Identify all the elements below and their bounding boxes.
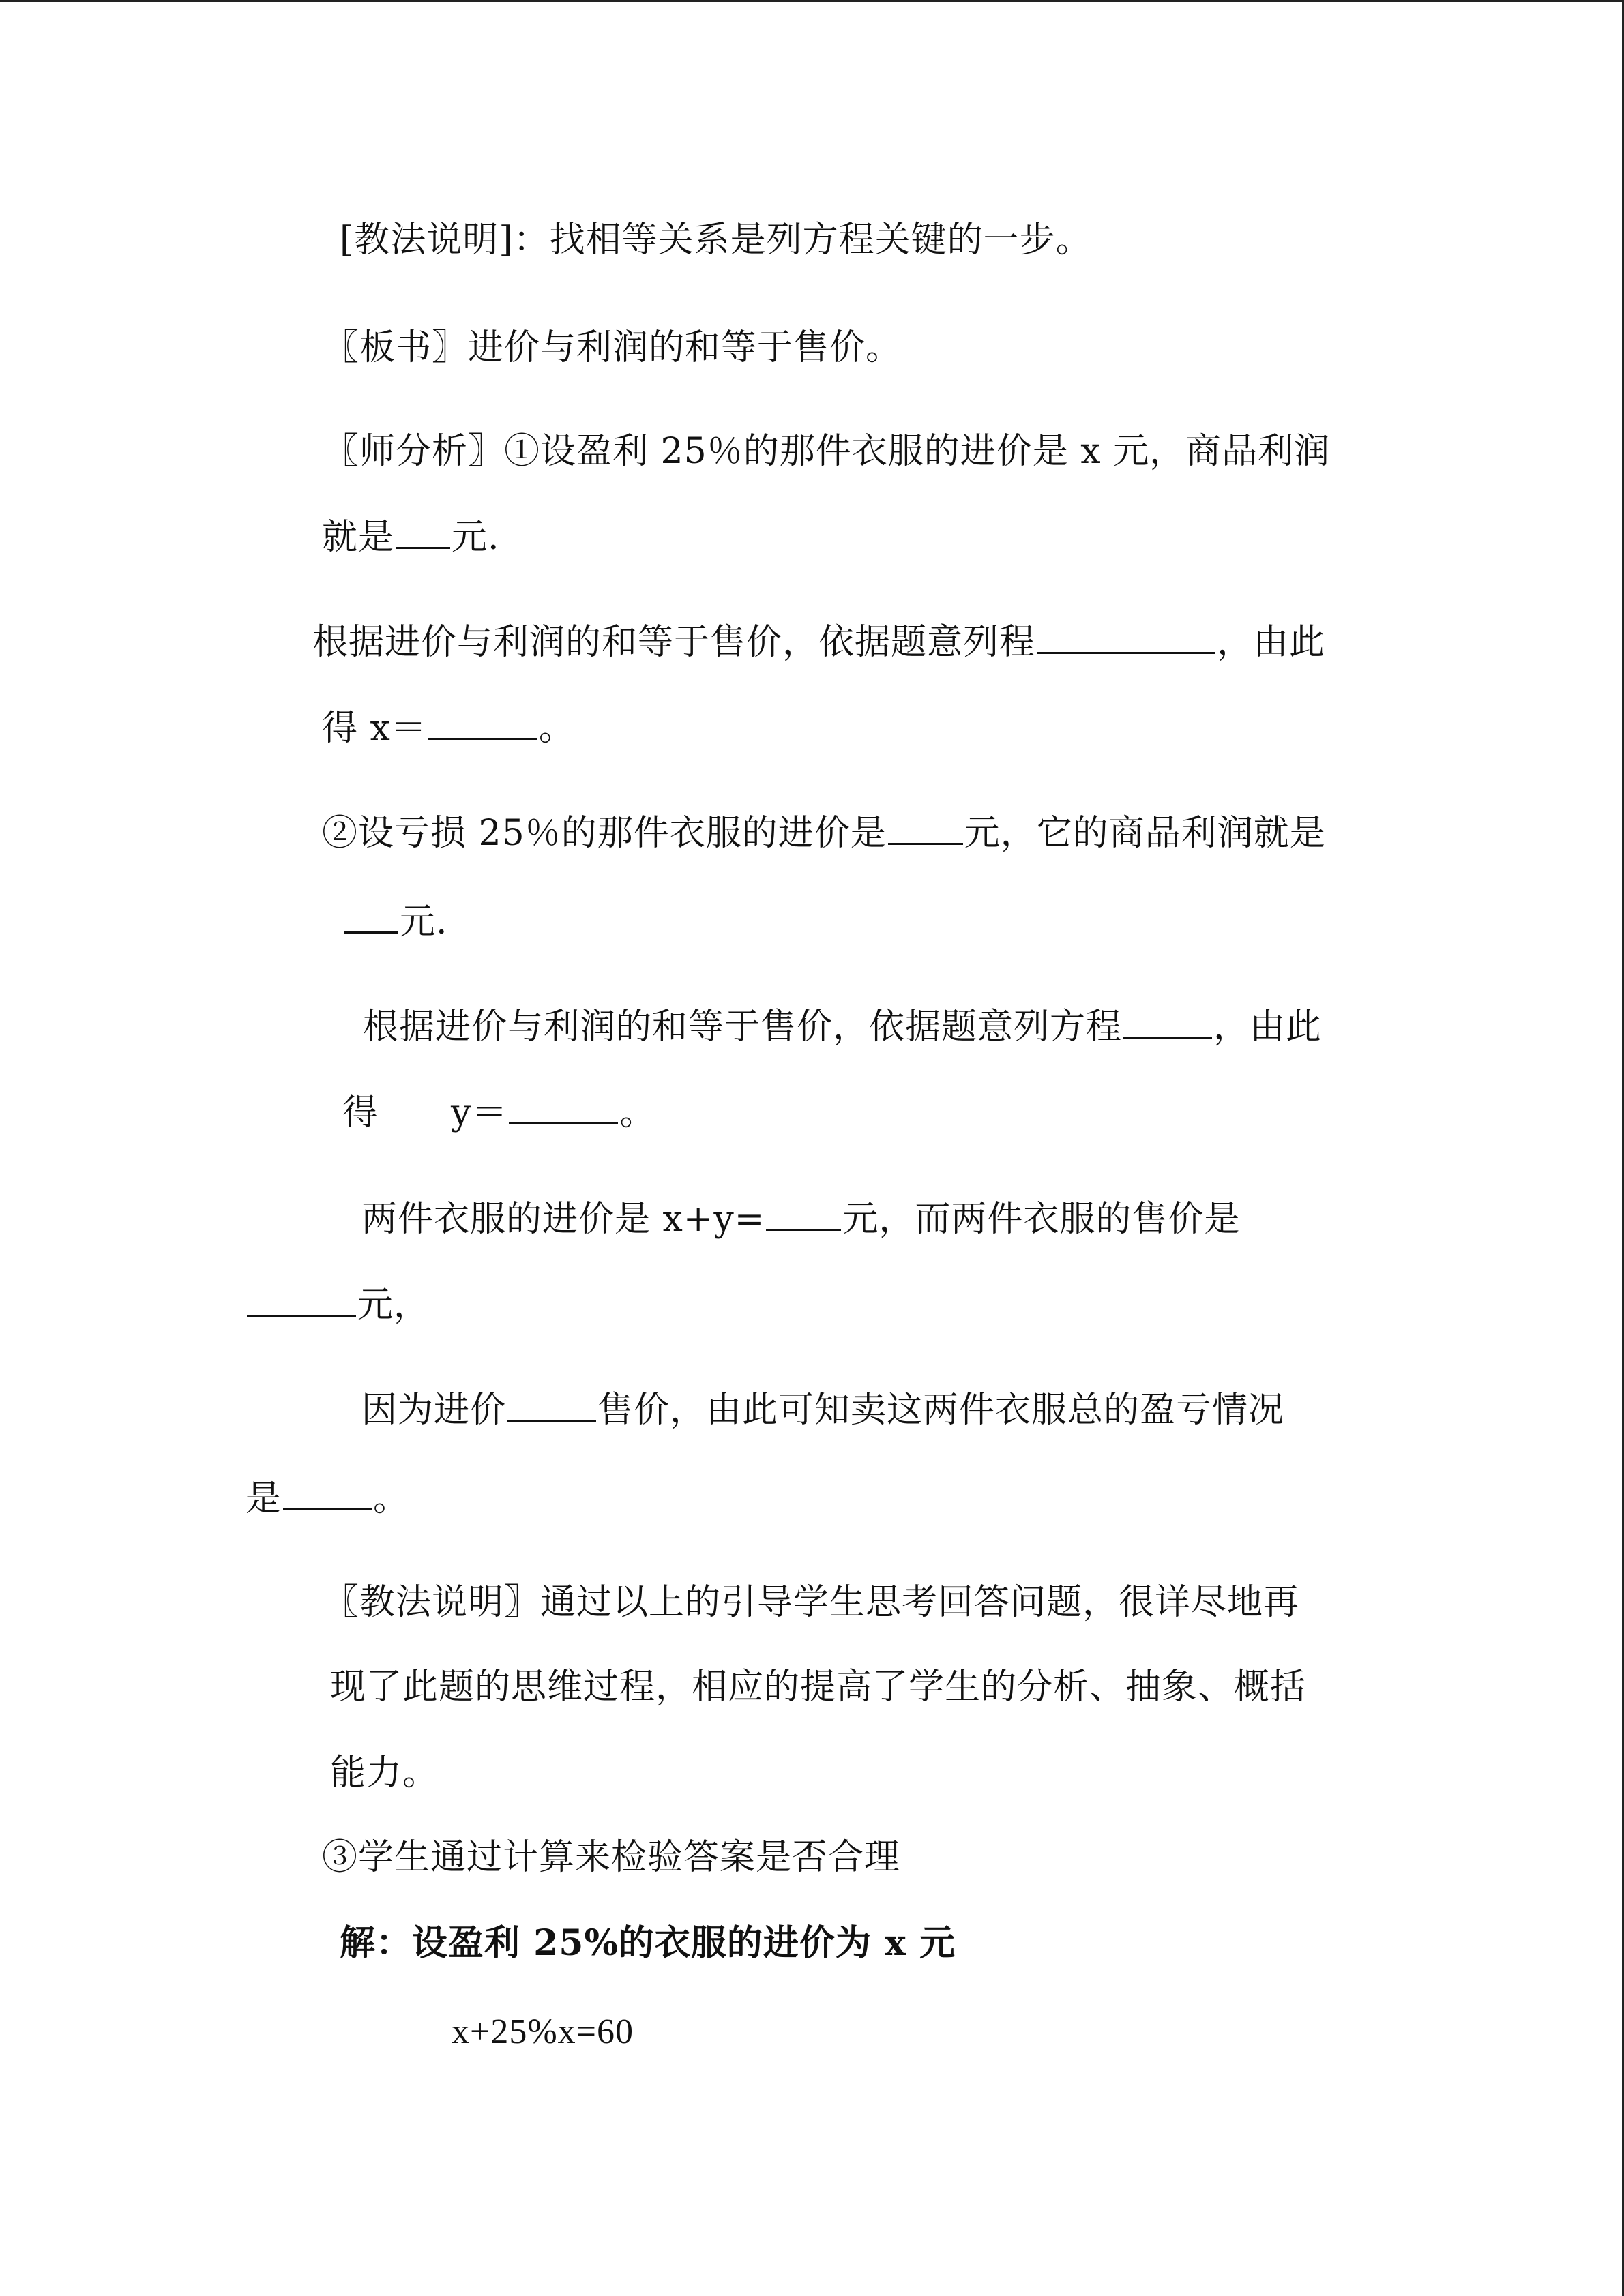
x-value-line — [322, 706, 575, 750]
text-before-blank: 得 x＝ — [322, 708, 427, 749]
y-value-line — [342, 1091, 655, 1135]
text-after-blank: ，由此 — [1217, 622, 1326, 663]
solution-heading: 解：设盈利 25%的衣服的进价为 x 元 — [340, 1922, 956, 1964]
teacher-analysis-line: 〖师分析〗①设盈利 25％的那件衣服的进价是 x 元，商品利润 — [323, 431, 1331, 472]
teaching-note-2-line-2: 现了此题的思维过程，相应的提高了学生的分析、抽象、概括 — [330, 1667, 1307, 1708]
text-after-blank: 元，而两件衣服的售价是 — [842, 1199, 1241, 1240]
answer-blank[interactable] — [283, 1477, 372, 1510]
page-top-border — [0, 0, 1624, 2]
answer-blank[interactable] — [344, 900, 398, 934]
loss-cost-line — [322, 811, 1326, 855]
text-before-blank: 因为进价 — [361, 1390, 507, 1431]
text-after-blank: 。 — [619, 1092, 656, 1133]
text-before-blank: 得 y＝ — [342, 1092, 508, 1133]
answer-blank[interactable] — [888, 811, 963, 845]
text-after-blank: ，由此 — [1213, 1007, 1323, 1047]
answer-blank[interactable] — [1123, 1005, 1212, 1039]
result-line — [246, 1477, 409, 1521]
blackboard-line: 〖板书〗进价与利润的和等于售价。 — [323, 327, 902, 368]
text-after-blank: 元， — [357, 1285, 430, 1326]
text-before-blank: 就是 — [322, 517, 395, 558]
answer-blank[interactable] — [396, 516, 450, 549]
text-after-blank: 。 — [373, 1478, 410, 1519]
equation-blank-line-2 — [363, 1005, 1322, 1049]
text-before-blank: 根据进价与利润的和等于售价，依据题意列方程 — [363, 1007, 1123, 1047]
teaching-note-2-line-1: 〖教法说明〗通过以上的引导学生思考回答问题，很详尽地再 — [323, 1582, 1300, 1623]
text-before-blank: 两件衣服的进价是 x+y= — [361, 1199, 765, 1240]
profit-blank-line — [322, 516, 500, 559]
answer-blank[interactable] — [1037, 621, 1215, 654]
teaching-note-2-line-3: 能力。 — [330, 1753, 439, 1793]
text-after-blank: 元. — [452, 517, 500, 558]
text-after-blank: 售价，由此可知卖这两件衣服总的盈亏情况 — [597, 1390, 1285, 1431]
compare-line — [361, 1388, 1284, 1432]
text-after-blank: 。 — [538, 708, 575, 749]
answer-blank[interactable] — [509, 1091, 618, 1124]
loss-profit-line — [342, 900, 448, 944]
student-check-line: ③学生通过计算来检验答案是否合理 — [322, 1837, 901, 1878]
total-cost-line — [361, 1197, 1240, 1241]
answer-blank[interactable] — [247, 1283, 356, 1317]
total-price-line — [246, 1283, 430, 1327]
text-before-blank: 根据进价与利润的和等于售价，依据题意列程 — [312, 622, 1036, 663]
answer-blank[interactable] — [766, 1197, 841, 1231]
teaching-note-line: [教法说明]：找相等关系是列方程关键的一步。 — [340, 220, 1092, 260]
answer-blank[interactable] — [507, 1388, 596, 1422]
text-after-blank: 元，它的商品利润就是 — [964, 813, 1326, 854]
text-before-blank: ②设亏损 25％的那件衣服的进价是 — [322, 813, 887, 854]
text-before-blank: 是 — [246, 1478, 282, 1519]
equation-blank-line — [312, 621, 1325, 664]
equation-line: x+25%x=60 — [452, 2012, 634, 2051]
answer-blank[interactable] — [428, 706, 537, 740]
text-after-blank: 元. — [400, 901, 448, 942]
